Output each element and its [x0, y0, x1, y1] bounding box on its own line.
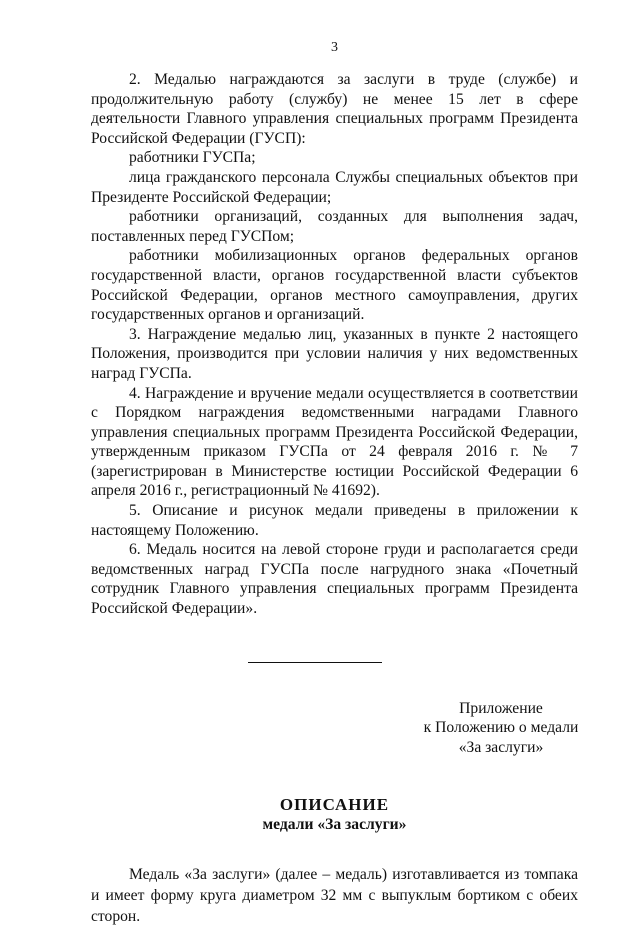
section-separator-line	[248, 662, 382, 663]
description-body	[91, 864, 578, 927]
page-number: 3	[331, 40, 338, 55]
description-subtitle: медали «За заслуги»	[262, 816, 407, 834]
description-title: ОПИСАНИЕ	[279, 795, 390, 815]
description-paragraph: Медаль «За заслуги» (далее – медаль) изготавливается из томпака и имеет форму круга диаметром 32 мм с выпуклым бортиком с обеих сторон.	[91, 866, 578, 926]
appendix-line-2: к Положению о медали	[423, 719, 579, 737]
appendix-line-1: Приложение	[459, 699, 543, 717]
paragraph-gusp-workers: работники ГУСПа;	[129, 149, 256, 167]
paragraph-organization-workers: работники организаций, созданных для выполнения задач, поставленных перед ГУСПом;	[91, 208, 578, 245]
appendix-line-3: «За заслуги»	[458, 738, 544, 756]
paragraph-item-4: 4. Награждение и вручение медали осуществляется в соответствии с Порядком награждения ведомственными наградами Главного управления специальных программ Президента Российской Федерации, утвержденным приказом ГУСПа от 24 февраля 2016 г. № 7 (зарегистрирован в Министерстве юстиции Российской Федерации 6 апреля 2016 г., регистрационный № 41692).	[91, 384, 578, 500]
regulation-body	[91, 70, 578, 619]
appendix-header	[421, 699, 581, 758]
paragraph-item-6: 6. Медаль носится на левой стороне груди и располагается среди ведомственных наград ГУСПа после нагрудного знака «Почетный сотрудник Главного управления специальных программ Президента Российской Федерации».	[91, 541, 578, 618]
paragraph-civil-staff: лица гражданского персонала Службы специальных объектов при Президенте Российской Федерации;	[91, 168, 578, 206]
paragraph-item-2: 2. Медалью награждаются за заслуги в труде (службе) и продолжительную работу (службу) не менее 15 лет в сфере деятельности Главного управления специальных программ Президента Российской Федерации (ГУСП):	[91, 71, 578, 147]
paragraph-mobilization-workers: работники мобилизационных органов федеральных органов государственной власти, органов государственной власти субъектов Российской Федерации, органов местного самоуправления, других государственных органов и организаций.	[91, 247, 578, 324]
paragraph-item-5: 5. Описание и рисунок медали приведены в приложении к настоящему Положению.	[91, 502, 578, 539]
paragraph-item-3: 3. Награждение медалью лиц, указанных в пункте 2 настоящего Положения, производится при условии наличия у них ведомственных наград ГУСПа.	[91, 325, 578, 382]
